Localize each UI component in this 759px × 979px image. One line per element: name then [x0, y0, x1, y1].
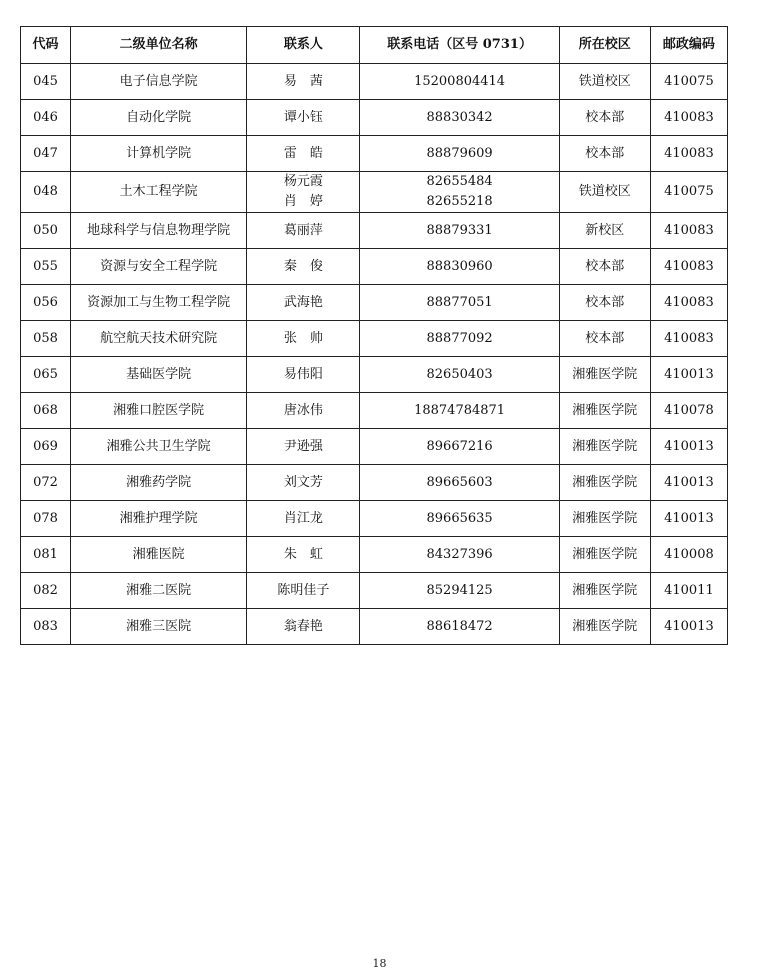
cell-phone-line: 82650403 — [426, 366, 493, 382]
cell-person — [247, 136, 360, 172]
cell-person-line: 易 茜 — [283, 73, 323, 89]
cell-person-line: 尹逊强 — [283, 438, 323, 454]
table-row — [21, 64, 728, 100]
cell-person — [247, 172, 360, 213]
cell-campus: 湘雅医学院 — [559, 573, 650, 609]
cell-zip: 410013 — [650, 429, 727, 465]
cell-phone-line: 88830342 — [426, 109, 493, 125]
cell-person-line: 谭小钰 — [283, 109, 323, 125]
cell-zip: 410008 — [650, 537, 727, 573]
cell-code: 083 — [21, 609, 71, 645]
cell-phone-line: 15200804414 — [414, 73, 506, 89]
table-row — [21, 136, 728, 172]
table-row — [21, 537, 728, 573]
cell-person-line: 张 帅 — [283, 330, 323, 346]
cell-campus: 湘雅医学院 — [559, 537, 650, 573]
cell-person — [247, 501, 360, 537]
cell-person — [247, 357, 360, 393]
cell-person — [247, 249, 360, 285]
cell-unit: 湘雅三医院 — [71, 609, 247, 645]
cell-person-line: 武海艳 — [283, 294, 323, 310]
cell-code: 058 — [21, 321, 71, 357]
cell-zip: 410083 — [650, 249, 727, 285]
cell-code: 081 — [21, 537, 71, 573]
cell-phone — [360, 501, 559, 537]
cell-phone-line: 18874784871 — [414, 402, 506, 418]
cell-phone — [360, 537, 559, 573]
table-body — [21, 64, 728, 645]
cell-phone-line: 88879609 — [426, 145, 493, 161]
table-row — [21, 249, 728, 285]
table-row — [21, 100, 728, 136]
cell-zip: 410013 — [650, 501, 727, 537]
cell-unit: 土木工程学院 — [71, 172, 247, 213]
header-phone: 联系电话（区号 0731） — [360, 27, 559, 64]
table-row — [21, 501, 728, 537]
cell-zip: 410075 — [650, 172, 727, 213]
cell-code: 045 — [21, 64, 71, 100]
cell-phone — [360, 213, 559, 249]
header-campus: 所在校区 — [559, 27, 650, 64]
cell-zip: 410083 — [650, 285, 727, 321]
cell-phone — [360, 393, 559, 429]
cell-unit: 航空航天技术研究院 — [71, 321, 247, 357]
cell-person-line: 陈明佳子 — [277, 582, 330, 598]
cell-person-line: 雷 皓 — [283, 145, 323, 161]
cell-person — [247, 321, 360, 357]
cell-code: 065 — [21, 357, 71, 393]
cell-person — [247, 537, 360, 573]
cell-person-line: 葛丽萍 — [283, 222, 323, 238]
cell-phone-line: 89667216 — [426, 438, 493, 454]
cell-zip: 410083 — [650, 100, 727, 136]
cell-phone-line: 89665635 — [426, 510, 493, 526]
cell-phone — [360, 100, 559, 136]
cell-campus: 校本部 — [559, 321, 650, 357]
cell-unit: 电子信息学院 — [71, 64, 247, 100]
cell-unit: 计算机学院 — [71, 136, 247, 172]
cell-phone — [360, 321, 559, 357]
cell-phone — [360, 136, 559, 172]
cell-phone-line: 88877051 — [426, 294, 493, 310]
cell-phone-line: 82655218 — [426, 194, 493, 209]
cell-person-line: 刘文芳 — [283, 474, 323, 490]
cell-zip: 410083 — [650, 213, 727, 249]
cell-code: 072 — [21, 465, 71, 501]
cell-phone — [360, 249, 559, 285]
cell-zip: 410011 — [650, 573, 727, 609]
cell-code: 047 — [21, 136, 71, 172]
cell-person — [247, 393, 360, 429]
table-row — [21, 285, 728, 321]
table-row — [21, 357, 728, 393]
cell-campus: 湘雅医学院 — [559, 393, 650, 429]
cell-zip: 410013 — [650, 609, 727, 645]
cell-phone-line: 88877092 — [426, 330, 493, 346]
cell-campus: 校本部 — [559, 100, 650, 136]
cell-zip: 410083 — [650, 136, 727, 172]
table-row — [21, 573, 728, 609]
cell-zip: 410013 — [650, 357, 727, 393]
cell-campus: 校本部 — [559, 249, 650, 285]
cell-phone — [360, 465, 559, 501]
cell-phone — [360, 64, 559, 100]
cell-person-line: 肖 婷 — [283, 194, 323, 209]
cell-person-line: 秦 俊 — [283, 258, 323, 274]
cell-phone-line: 88618472 — [426, 618, 493, 634]
cell-person-line: 唐冰伟 — [283, 402, 323, 418]
cell-unit: 湘雅口腔医学院 — [71, 393, 247, 429]
table-row — [21, 213, 728, 249]
cell-zip: 410078 — [650, 393, 727, 429]
cell-code: 055 — [21, 249, 71, 285]
cell-unit: 湘雅护理学院 — [71, 501, 247, 537]
cell-campus: 湘雅医学院 — [559, 501, 650, 537]
cell-campus: 新校区 — [559, 213, 650, 249]
table-row — [21, 321, 728, 357]
cell-phone-line: 88879331 — [426, 222, 493, 238]
cell-campus: 校本部 — [559, 136, 650, 172]
contact-table — [20, 26, 728, 645]
cell-unit: 资源加工与生物工程学院 — [71, 285, 247, 321]
cell-person — [247, 609, 360, 645]
cell-campus: 铁道校区 — [559, 172, 650, 213]
cell-phone-line: 88830960 — [426, 258, 493, 274]
cell-unit: 基础医学院 — [71, 357, 247, 393]
cell-unit: 湘雅医院 — [71, 537, 247, 573]
cell-phone — [360, 429, 559, 465]
cell-phone-line: 84327396 — [426, 546, 493, 562]
cell-phone — [360, 357, 559, 393]
cell-phone — [360, 609, 559, 645]
cell-code: 069 — [21, 429, 71, 465]
header-zip: 邮政编码 — [650, 27, 727, 64]
cell-phone-line: 85294125 — [426, 582, 493, 598]
cell-code: 078 — [21, 501, 71, 537]
header-unit: 二级单位名称 — [71, 27, 247, 64]
cell-code: 068 — [21, 393, 71, 429]
cell-campus: 校本部 — [559, 285, 650, 321]
cell-person — [247, 285, 360, 321]
cell-person — [247, 429, 360, 465]
cell-person-line: 杨元霞 — [283, 174, 323, 189]
cell-code: 056 — [21, 285, 71, 321]
table-row — [21, 172, 728, 213]
cell-person — [247, 100, 360, 136]
cell-person-line: 朱 虹 — [283, 546, 323, 562]
cell-person — [247, 465, 360, 501]
cell-phone — [360, 573, 559, 609]
cell-person — [247, 573, 360, 609]
table-row — [21, 393, 728, 429]
cell-person-line: 易伟阳 — [283, 366, 323, 382]
cell-campus: 铁道校区 — [559, 64, 650, 100]
cell-campus: 湘雅医学院 — [559, 429, 650, 465]
cell-phone — [360, 285, 559, 321]
cell-unit: 自动化学院 — [71, 100, 247, 136]
cell-campus: 湘雅医学院 — [559, 465, 650, 501]
cell-campus: 湘雅医学院 — [559, 609, 650, 645]
cell-zip: 410013 — [650, 465, 727, 501]
cell-person — [247, 64, 360, 100]
cell-campus: 湘雅医学院 — [559, 357, 650, 393]
cell-unit: 地球科学与信息物理学院 — [71, 213, 247, 249]
cell-unit: 资源与安全工程学院 — [71, 249, 247, 285]
cell-unit: 湘雅二医院 — [71, 573, 247, 609]
cell-code: 048 — [21, 172, 71, 213]
cell-zip: 410075 — [650, 64, 727, 100]
table-row — [21, 429, 728, 465]
table-row — [21, 465, 728, 501]
cell-unit: 湘雅公共卫生学院 — [71, 429, 247, 465]
table-header-row — [21, 27, 728, 64]
cell-code: 050 — [21, 213, 71, 249]
cell-person-line: 肖江龙 — [283, 510, 323, 526]
cell-unit: 湘雅药学院 — [71, 465, 247, 501]
header-code: 代码 — [21, 27, 71, 64]
cell-phone — [360, 172, 559, 213]
page-number: 18 — [372, 957, 387, 970]
cell-person — [247, 213, 360, 249]
cell-zip: 410083 — [650, 321, 727, 357]
cell-code: 046 — [21, 100, 71, 136]
cell-phone-line: 82655484 — [426, 174, 493, 189]
table-row — [21, 609, 728, 645]
cell-phone-line: 89665603 — [426, 474, 493, 490]
cell-code: 082 — [21, 573, 71, 609]
header-person: 联系人 — [247, 27, 360, 64]
cell-person-line: 翁春艳 — [283, 618, 323, 634]
